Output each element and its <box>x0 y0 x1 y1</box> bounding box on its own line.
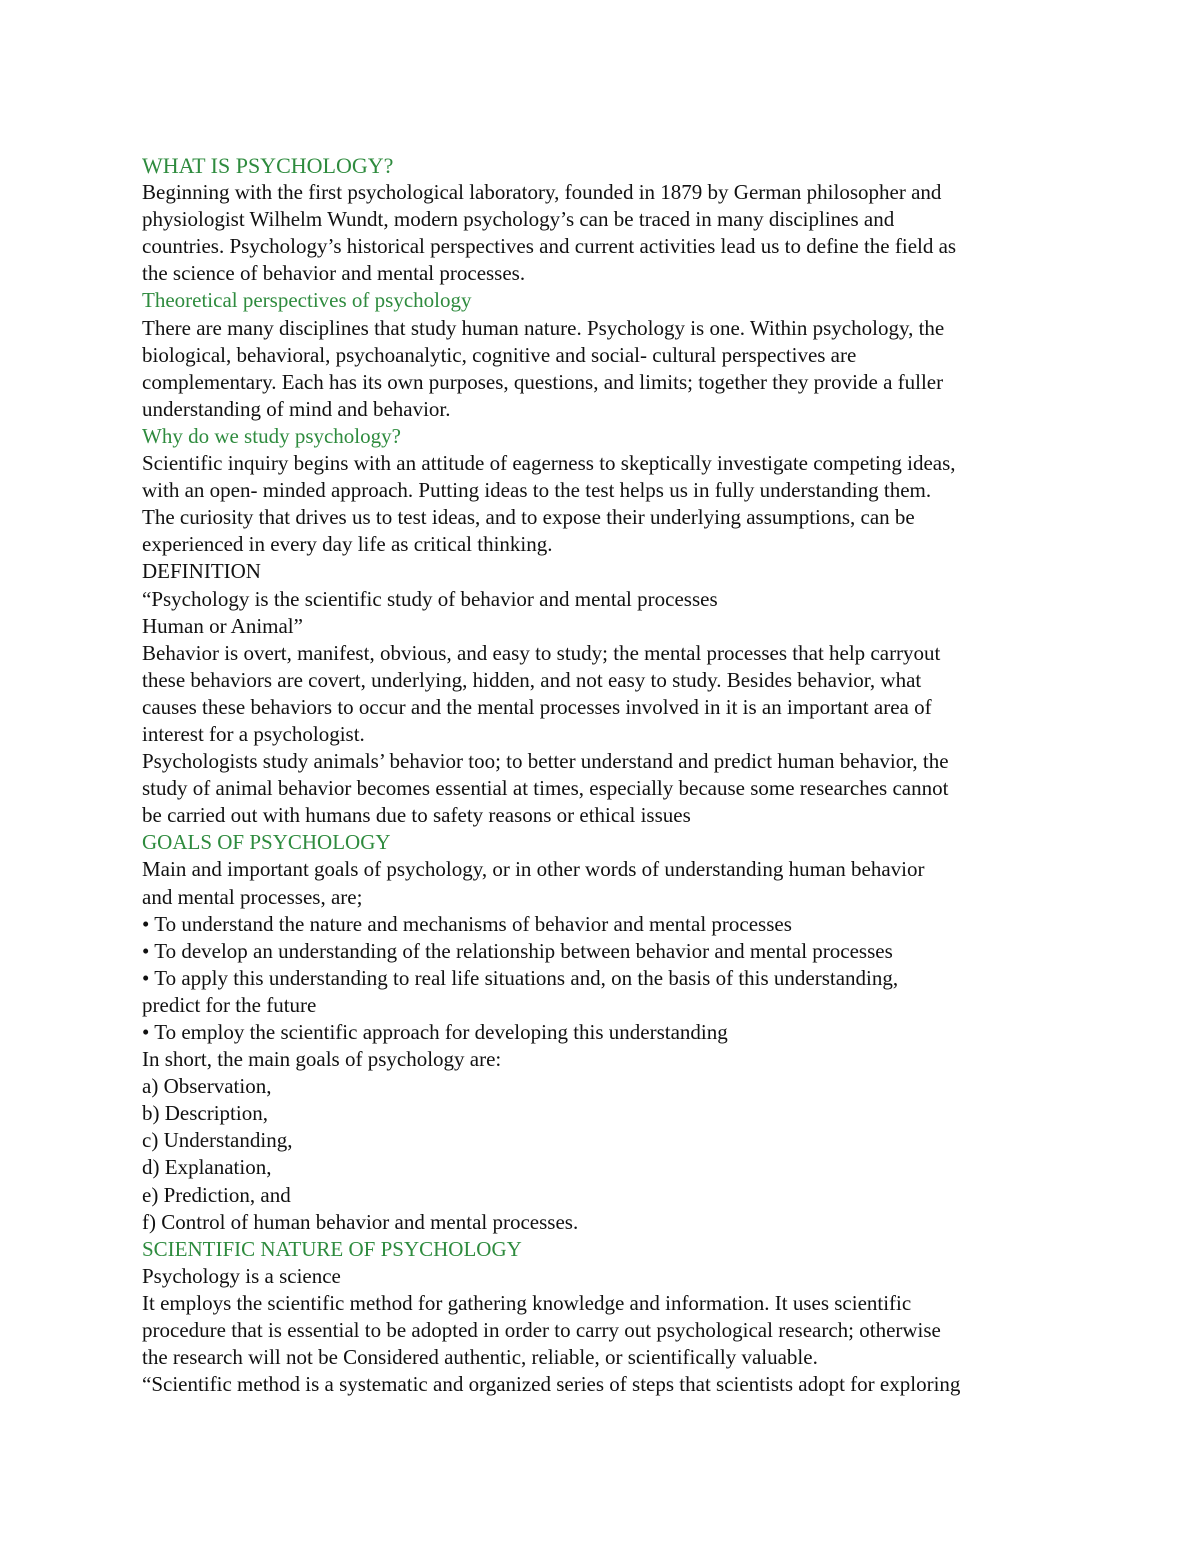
heading-text: GOALS OF PSYCHOLOGY <box>142 830 391 855</box>
text-line: the research will not be Considered authentic, reliable, or scientifically valuable. <box>142 1345 818 1370</box>
text-line: In short, the main goals of psychology are: <box>142 1047 502 1072</box>
section-heading <box>142 287 1072 314</box>
text-line: Beginning with the first psychological laboratory, founded in 1879 by German philosopher and <box>142 180 942 205</box>
text-line: the science of behavior and mental processes. <box>142 261 526 286</box>
text-line: Psychologists study animals’ behavior too; to better understand and predict human behavior, the <box>142 749 949 774</box>
section-heading <box>142 423 1072 450</box>
text-line: There are many disciplines that study human nature. Psychology is one. Within psychology, the <box>142 315 945 340</box>
text-line: “Scientific method is a systematic and organized series of steps that scientists adopt for exploring <box>142 1372 961 1397</box>
text-line: DEFINITION <box>142 559 261 584</box>
text-line: biological, behavioral, psychoanalytic, cognitive and social- cultural perspectives are <box>142 342 857 367</box>
section-heading <box>142 829 1072 856</box>
text-line: Psychology is a science <box>142 1263 341 1288</box>
document-body <box>142 152 1072 1398</box>
text-line: e) Prediction, and <box>142 1182 291 1207</box>
text-line: and mental processes, are; <box>142 884 363 909</box>
heading-text: Why do we study psychology? <box>142 423 401 448</box>
text-line: b) Description, <box>142 1101 268 1126</box>
text-line: Human or Animal” <box>142 613 303 638</box>
text-line: • To understand the nature and mechanisms of behavior and mental processes <box>142 911 792 936</box>
paragraph <box>142 450 1072 829</box>
text-line: understanding of mind and behavior. <box>142 396 451 421</box>
text-line: The curiosity that drives us to test ideas, and to expose their underlying assumptions, can be <box>142 505 915 530</box>
paragraph <box>142 856 1072 1235</box>
text-line: with an open- minded approach. Putting ideas to the test helps us in fully understanding them. <box>142 478 932 503</box>
text-line: • To develop an understanding of the relationship between behavior and mental processes <box>142 938 893 963</box>
text-line: a) Observation, <box>142 1074 272 1099</box>
text-line: be carried out with humans due to safety reasons or ethical issues <box>142 803 691 828</box>
paragraph <box>142 315 1072 423</box>
section-heading <box>142 1236 1072 1263</box>
section-heading <box>142 152 1072 179</box>
text-line: experienced in every day life as critical thinking. <box>142 532 553 557</box>
text-line: It employs the scientific method for gathering knowledge and information. It uses scientific <box>142 1290 912 1315</box>
text-line: procedure that is essential to be adopted in order to carry out psychological research; otherwise <box>142 1318 941 1343</box>
text-line: • To employ the scientific approach for developing this understanding <box>142 1020 728 1044</box>
text-line: Scientific inquiry begins with an attitude of eagerness to skeptically investigate competing ideas, <box>142 451 956 476</box>
text-line: “Psychology is the scientific study of behavior and mental processes <box>142 586 718 611</box>
heading-text: WHAT IS PSYCHOLOGY? <box>142 153 394 178</box>
text-line: Main and important goals of psychology, or in other words of understanding human behavior <box>142 857 925 882</box>
text-line: • To apply this understanding to real life situations and, on the basis of this understanding, <box>142 965 899 990</box>
text-line: countries. Psychology’s historical perspectives and current activities lead us to define the field as <box>142 234 957 259</box>
text-line: predict for the future <box>142 992 317 1017</box>
heading-text: Theoretical perspectives of psychology <box>142 288 472 313</box>
text-line: complementary. Each has its own purposes, questions, and limits; together they provide a fuller <box>142 369 944 394</box>
text-line: study of animal behavior becomes essential at times, especially because some researches cannot <box>142 776 949 801</box>
heading-text: SCIENTIFIC NATURE OF PSYCHOLOGY <box>142 1236 522 1261</box>
text-line: interest for a psychologist. <box>142 721 365 746</box>
text-line: d) Explanation, <box>142 1155 272 1180</box>
text-line: these behaviors are covert, underlying, hidden, and not easy to study. Besides behavior, what <box>142 667 922 692</box>
text-line: causes these behaviors to occur and the mental processes involved in it is an important area of <box>142 694 932 719</box>
text-line: physiologist Wilhelm Wundt, modern psychology’s can be traced in many disciplines and <box>142 207 895 232</box>
paragraph <box>142 1263 1072 1398</box>
text-line: Behavior is overt, manifest, obvious, and easy to study; the mental processes that help carryout <box>142 640 941 665</box>
text-line: c) Understanding, <box>142 1128 293 1153</box>
paragraph <box>142 179 1072 287</box>
text-line: f) Control of human behavior and mental processes. <box>142 1209 579 1234</box>
